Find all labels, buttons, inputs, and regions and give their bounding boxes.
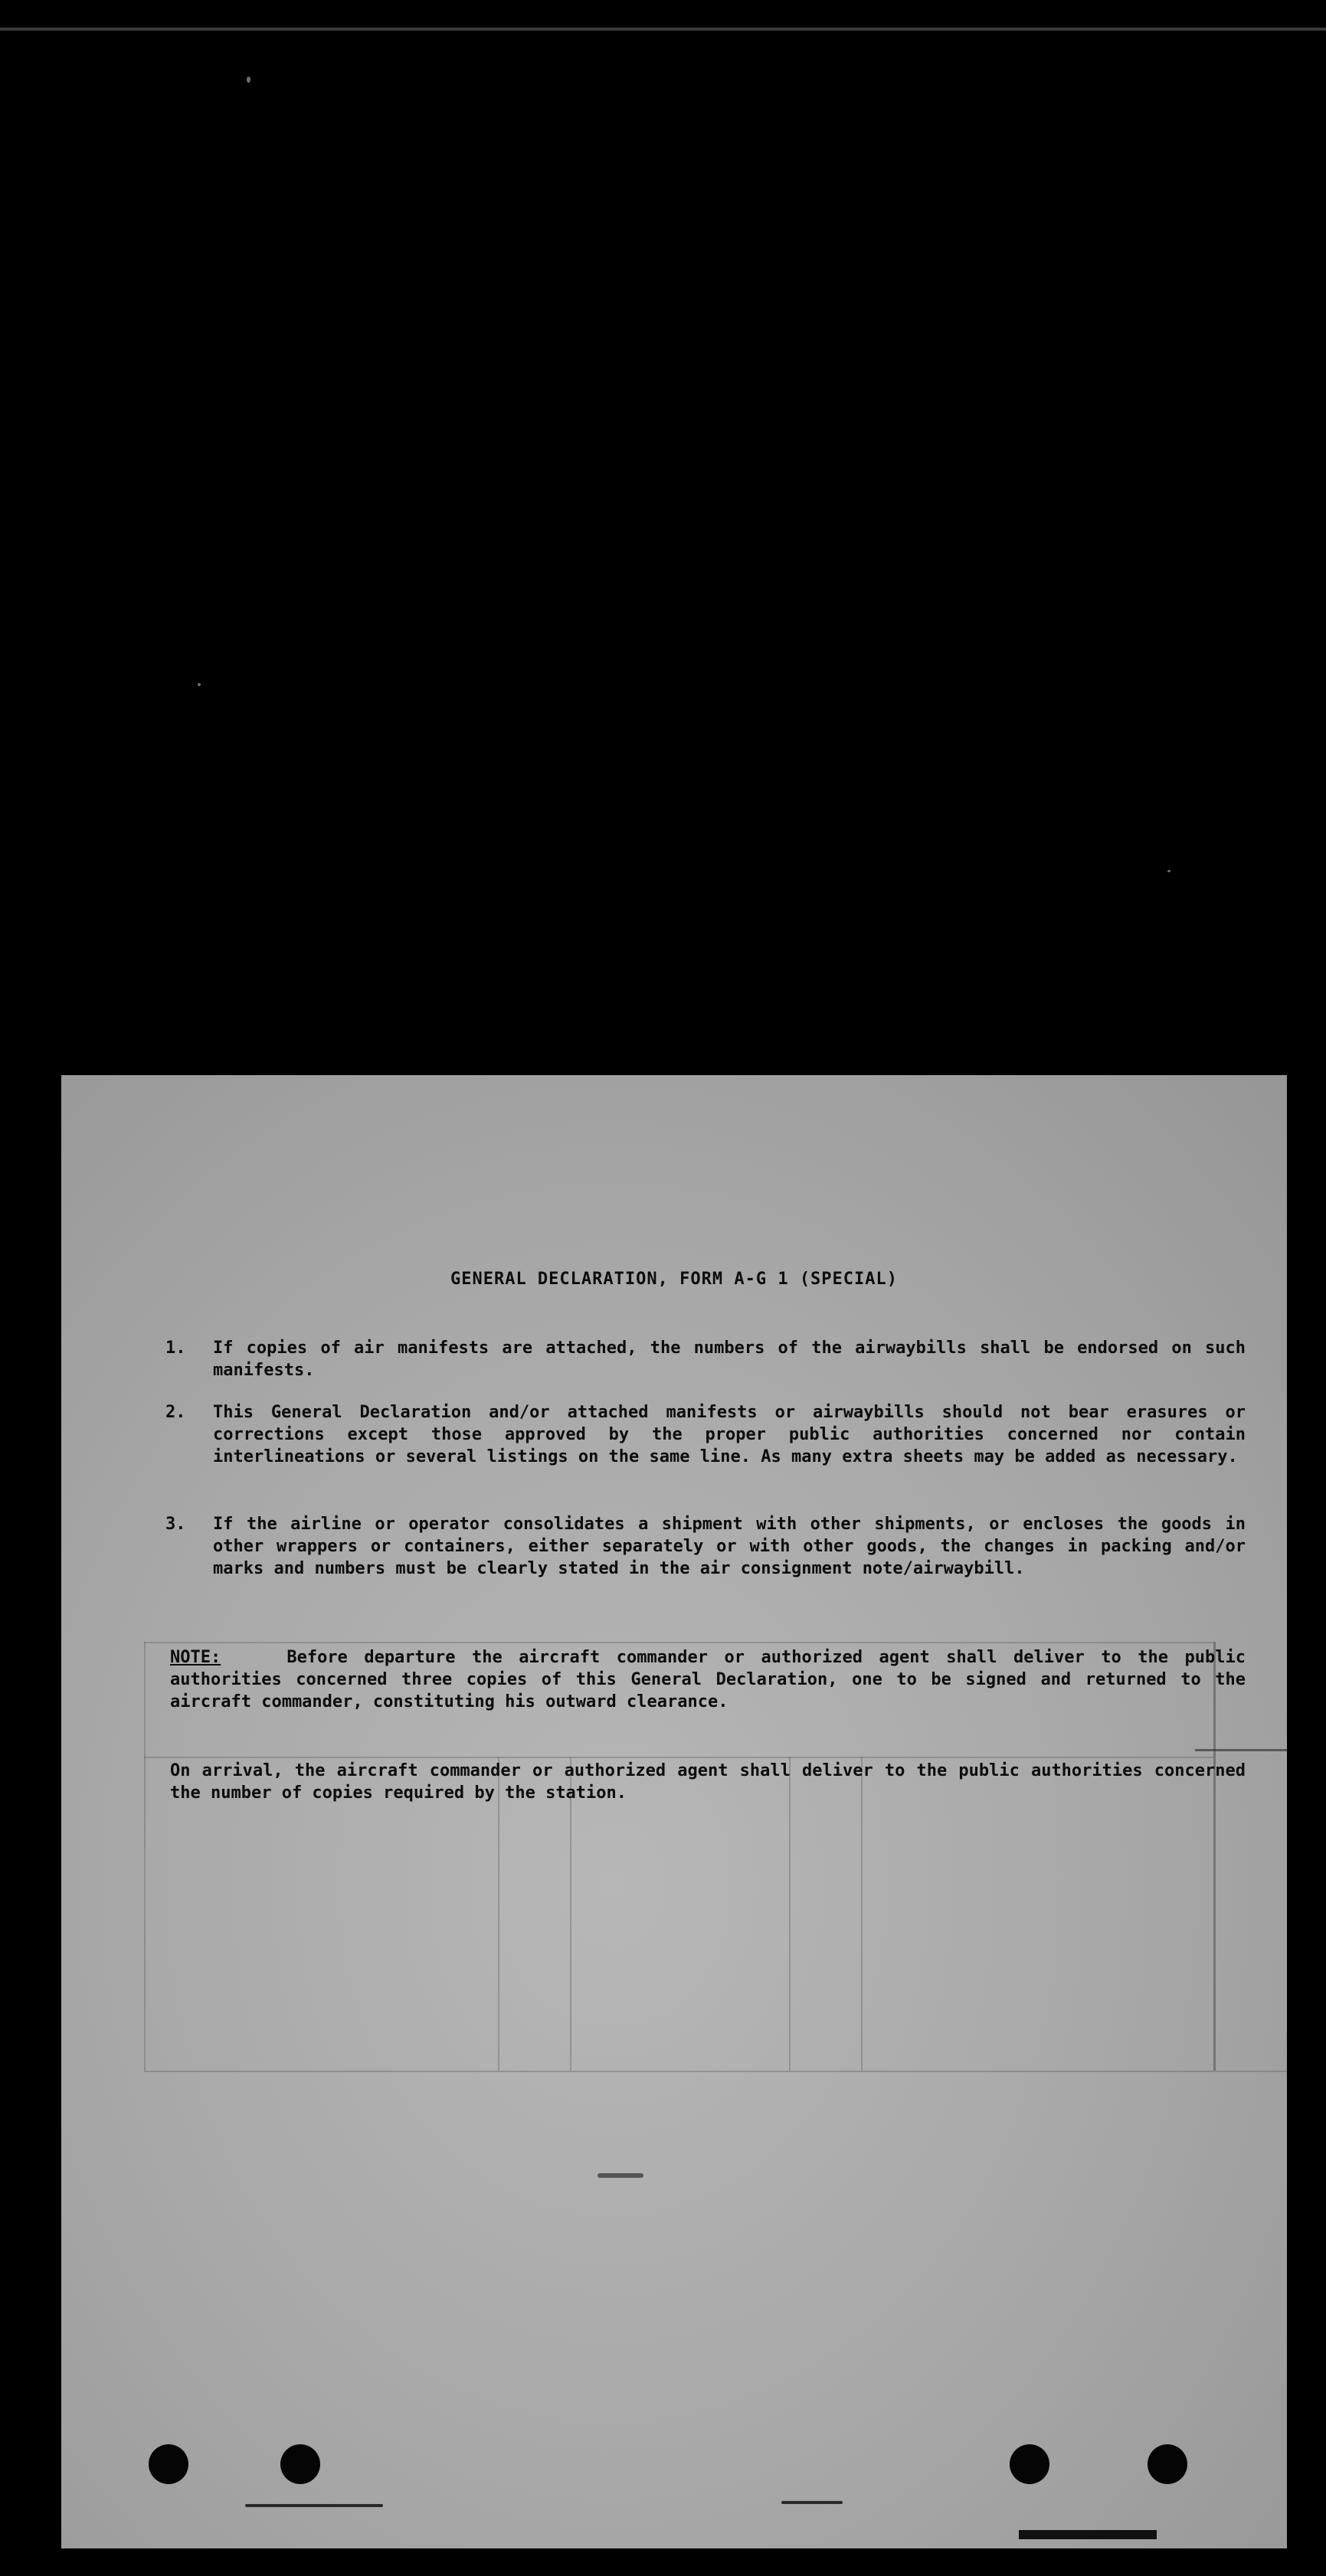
punch-hole bbox=[1148, 2444, 1187, 2484]
top-edge-line bbox=[0, 28, 1326, 31]
scuff-mark bbox=[1019, 2530, 1157, 2539]
punch-hole bbox=[1010, 2444, 1049, 2484]
scuff-mark bbox=[598, 2173, 643, 2178]
item-number: 3. bbox=[165, 1515, 186, 1534]
arrival-paragraph: On arrival, the aircraft commander or authorized agent shall deliver to the public authorities concerned the number of copies required by the station. bbox=[170, 1761, 1246, 1803]
document-title: GENERAL DECLARATION, FORM A-G 1 (SPECIAL) bbox=[450, 1270, 899, 1289]
scuff-mark bbox=[245, 2504, 383, 2507]
note-text: Before departure the aircraft commander or authorized agent shall deliver to the public authorities concerned three copies of this General Declaration, one to be signed and returned to the aircraft commander, constituting his outward clearance. bbox=[170, 1648, 1246, 1711]
dust-speck bbox=[247, 77, 250, 83]
item-text: If the airline or operator consolidates a shipment with other shipments, or encloses the goods in other wrappers or containers, either separately or with other goods, the changes in packing and/or marks and numbers must be clearly stated in the air consignment note/airwaybill. bbox=[213, 1515, 1246, 1578]
document-page bbox=[61, 1075, 1287, 2548]
item-text: If copies of air manifests are attached, the numbers of the airwaybills shall be endorsed on such manifests. bbox=[213, 1339, 1246, 1380]
punch-hole bbox=[280, 2444, 320, 2484]
item-text: This General Declaration and/or attached manifests or airwaybills should not bear erasures or corrections except those approved by the proper public authorities concerned nor contain interlineations or several listings on the same line. As many extra sheets may be added as necessary. bbox=[213, 1403, 1246, 1466]
note-paragraph bbox=[170, 1646, 1246, 1713]
declaration-text bbox=[61, 1075, 1287, 2548]
scuff-mark bbox=[781, 2501, 843, 2504]
item-number: 1. bbox=[165, 1339, 186, 1358]
punch-hole bbox=[149, 2444, 188, 2484]
item-number: 2. bbox=[165, 1403, 186, 1422]
dust-speck bbox=[198, 683, 201, 686]
dust-speck bbox=[1167, 870, 1170, 872]
note-label: NOTE: bbox=[170, 1648, 221, 1667]
